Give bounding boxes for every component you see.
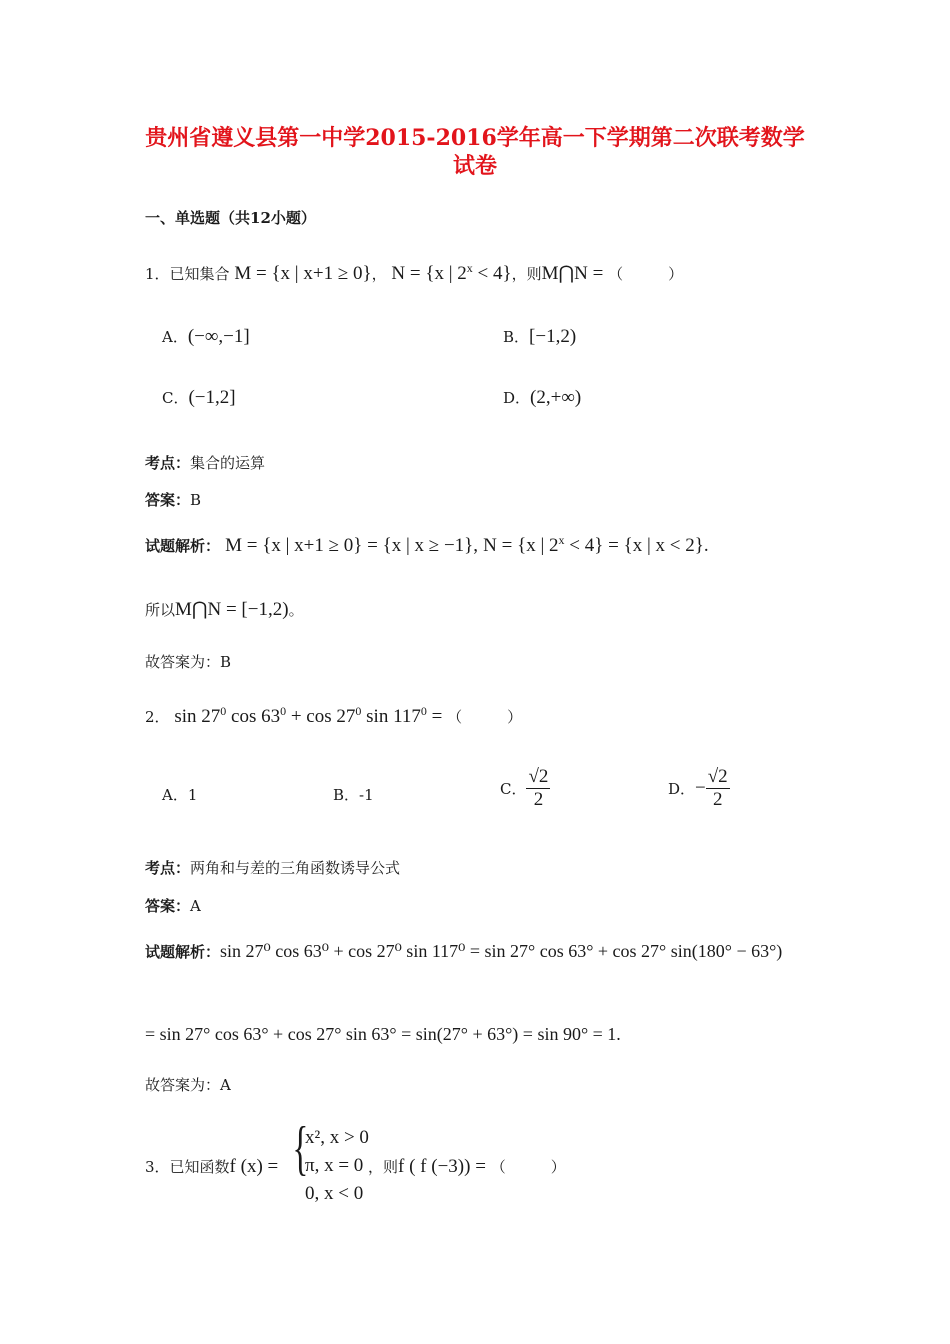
question-3-prefix: 3．已知函数f (x) = (145, 1156, 279, 1177)
question-3-ask: ，则f ( f (−3)) = （ ） (368, 1156, 566, 1177)
q1-explanation-line2: 所以M⋂N = [−1,2)。 (145, 599, 304, 620)
q3-case-2: π, x = 0 (305, 1155, 364, 1176)
q2-option-d: D．− $\frac{√2}{2}$ (668, 766, 728, 810)
q2-option-c: C． $\frac{√2}{2}$ (500, 766, 549, 810)
q2-option-a: A．1 (162, 786, 198, 804)
q2-explanation: 试题解析：sin 27⁰ cos 63⁰ + cos 27⁰ sin 117⁰ = sin 27° cos 63° + cos 27° sin(180° − 63°) (145, 941, 783, 961)
q1-option-d: D．(2,+∞) (503, 387, 582, 408)
q1-kaodian: 考点：集合的运算 (145, 454, 266, 472)
q1-prefix: 1．已知集合 (145, 265, 230, 283)
q2-kaodian: 考点：两角和与差的三角函数诱导公式 (145, 859, 401, 877)
q1-option-b: B．[−1,2) (503, 326, 577, 347)
document-title-line1: 贵州省遵义县第一中学2015-2016学年高一下学期第二次联考数学 (145, 125, 805, 151)
q1-conclusion: 故答案为：B (145, 653, 232, 671)
q1-set-n: N = {x | $2^x < 4$} (391, 261, 512, 284)
q1-answer: 答案：B (145, 491, 202, 509)
q1-answer-paren: （ ） (608, 265, 684, 283)
q1-then: ，则 (511, 265, 542, 283)
q3-case-1: x², x > 0 (305, 1127, 369, 1148)
q3-function-def: f (x) = (229, 1156, 279, 1177)
document-title-line2: 试卷 (452, 153, 497, 179)
question-1: 1．已知集合 M = {x | x+1 ≥ 0}， N = {x | $2^x < 4$}，则M⋂N = （ ） (145, 261, 684, 284)
q1-option-a: A．(−∞,−1] (162, 326, 250, 347)
q2-answer: 答案：A (145, 897, 201, 915)
q2-option-b: B．-1 (333, 786, 374, 804)
q2-explanation-line2: = sin 27° cos 63° + cos 27° sin 63° = sin(27° + 63°) = sin 90° = 1. (145, 1024, 621, 1044)
question-2: 2． $\sin 27^0$ $\cos 63^0 + \cos 27^0$ $\sin 117^0$ = （ ） (145, 704, 523, 727)
q2-conclusion: 故答案为：A (145, 1076, 231, 1094)
q1-explanation: 试题解析： M = {x | x+1 ≥ 0} = {x | x ≥ −1}, N = {x | $2^x < 4\} = \{x$ | x < 2}. (145, 533, 709, 556)
section-heading: 一、单选题（共12小题） (145, 209, 316, 227)
q3-piecewise-cases (305, 1124, 369, 1208)
q1-option-c: C．(−1,2] (162, 387, 236, 408)
q3-piecewise-brace: { (292, 1115, 309, 1181)
q1-intersection: M⋂N = (541, 263, 604, 284)
q2-expression: $\sin 27^0$ $\cos 63^0 + \cos 27^0$ $\sin 117^0$ = (174, 704, 443, 727)
q3-case-3: 0, x < 0 (305, 1183, 364, 1204)
q1-set-m: M = {x | x+1 ≥ 0} (234, 263, 372, 284)
